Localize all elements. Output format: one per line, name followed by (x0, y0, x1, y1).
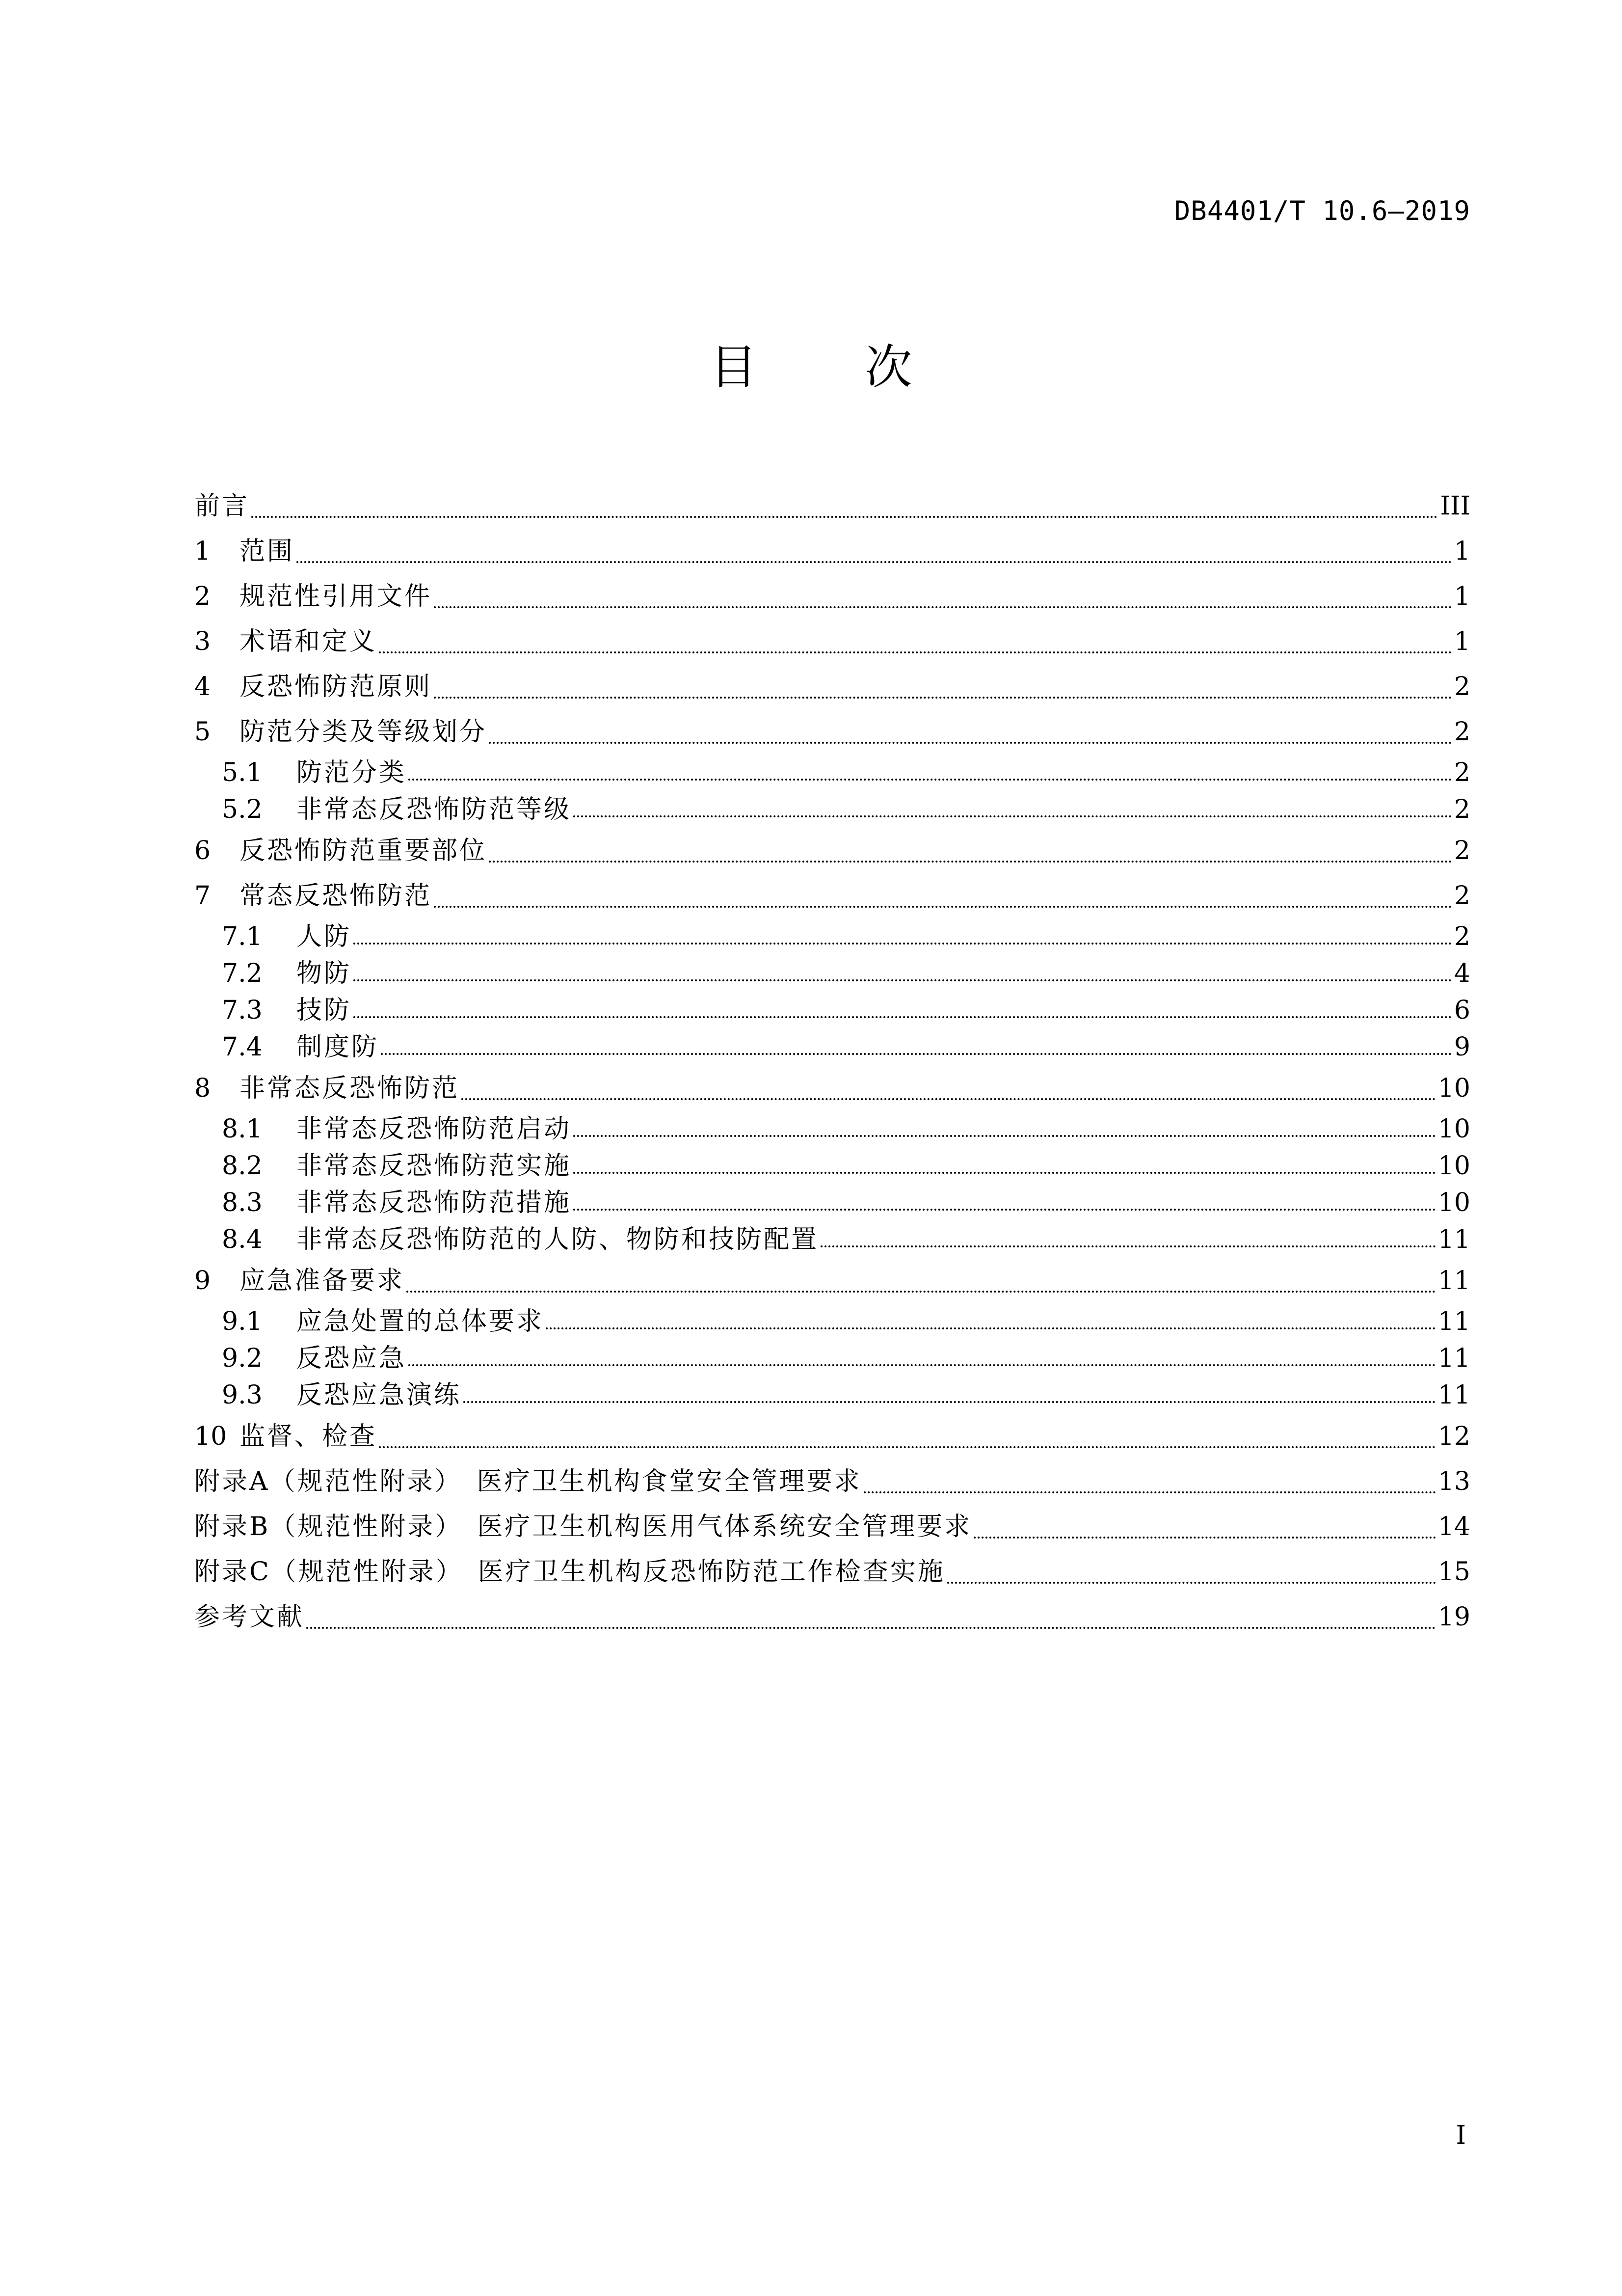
toc-dot-leader (489, 742, 1452, 744)
toc-entry-page: 1 (1454, 537, 1470, 566)
toc-dot-leader (463, 1401, 1436, 1403)
toc-entry-number: 1 (194, 537, 211, 566)
toc-dot-leader (406, 1291, 1436, 1293)
toc-entry-label: 防范分类及等级划分 (239, 717, 487, 747)
toc-entry-page: 19 (1437, 1602, 1470, 1632)
toc-entry-label: 常态反恐怖防范 (239, 881, 432, 911)
toc-dot-leader (821, 1245, 1436, 1247)
toc-entry-label: 非常态反恐怖防范实施 (296, 1151, 572, 1181)
toc-entry-label: 物防 (296, 959, 352, 988)
toc-entry-number: 7 (194, 881, 211, 911)
toc-entry-number: 10 (194, 1422, 227, 1451)
toc-entry-label: 非常态反恐怖防范措施 (296, 1188, 572, 1217)
toc-entry[interactable] (194, 1549, 1470, 1594)
toc-dot-leader (296, 561, 1452, 563)
toc-dot-leader (379, 651, 1452, 653)
toc-entry[interactable] (194, 992, 1470, 1029)
toc-entry-label: 应急准备要求 (239, 1266, 405, 1296)
toc-entry-page: 10 (1437, 1151, 1470, 1181)
toc-entry-label: 人防 (296, 922, 352, 951)
toc-entry-number: 8.4 (222, 1225, 263, 1254)
toc-dot-leader (947, 1582, 1436, 1584)
toc-entry-number: 6 (194, 836, 211, 865)
toc-entry-label: 规范性引用文件 (239, 582, 432, 611)
page-title: 目次 (710, 340, 1020, 395)
toc-entry[interactable] (194, 1148, 1470, 1185)
toc-entry-number: 8 (194, 1074, 211, 1103)
toc-entry-label: 附录C（规范性附录） 医疗卫生机构反恐怖防范工作检查实施 (194, 1557, 945, 1587)
toc-entry-label: 术语和定义 (239, 627, 377, 656)
toc-dot-leader (573, 815, 1452, 817)
toc-entry[interactable] (194, 529, 1470, 574)
toc-entry[interactable] (194, 1303, 1470, 1340)
toc-entry-number: 7.2 (222, 959, 263, 988)
toc-entry[interactable] (194, 1258, 1470, 1303)
toc-entry[interactable] (194, 1029, 1470, 1066)
toc-entry-label: 应急处置的总体要求 (296, 1307, 544, 1336)
toc-entry-label: 反恐怖防范原则 (239, 672, 432, 702)
toc-entry-number: 5.2 (222, 795, 263, 824)
table-of-contents (194, 484, 1470, 1640)
toc-entry-number: 2 (194, 582, 211, 611)
toc-entry-label: 防范分类 (296, 758, 407, 787)
toc-entry-page: 13 (1437, 1467, 1470, 1496)
toc-entry-page: 11 (1437, 1344, 1470, 1373)
toc-entry[interactable] (194, 1066, 1470, 1111)
toc-entry-number: 9.2 (222, 1344, 263, 1373)
toc-dot-leader (353, 943, 1452, 945)
toc-entry-page: 12 (1437, 1422, 1470, 1451)
toc-entry[interactable] (194, 873, 1470, 918)
toc-dot-leader (306, 1627, 1436, 1629)
toc-entry[interactable] (194, 484, 1470, 529)
toc-entry-number: 8.3 (222, 1188, 263, 1217)
toc-entry-label: 非常态反恐怖防范的人防、物防和技防配置 (296, 1225, 819, 1254)
toc-entry[interactable] (194, 1340, 1470, 1377)
toc-entry-label: 参考文献 (194, 1602, 305, 1632)
toc-entry[interactable] (194, 1504, 1470, 1549)
toc-entry-label: 前言 (194, 491, 250, 521)
toc-entry[interactable] (194, 1111, 1470, 1148)
toc-entry-page: 11 (1437, 1380, 1470, 1410)
toc-entry-page: 2 (1454, 717, 1470, 747)
toc-entry-label: 非常态反恐怖防范等级 (296, 795, 572, 824)
toc-entry-page: 10 (1437, 1188, 1470, 1217)
toc-entry-label: 范围 (239, 537, 295, 566)
toc-entry[interactable] (194, 955, 1470, 992)
toc-entry[interactable] (194, 709, 1470, 755)
toc-entry-page: 2 (1454, 795, 1470, 824)
toc-dot-leader (546, 1327, 1436, 1329)
toc-entry-page: 4 (1454, 959, 1470, 988)
toc-entry-page: 6 (1454, 996, 1470, 1025)
toc-entry-page: 11 (1437, 1266, 1470, 1296)
toc-entry-page: 2 (1454, 836, 1470, 865)
toc-entry-label: 技防 (296, 996, 352, 1025)
toc-entry[interactable] (194, 574, 1470, 619)
toc-dot-leader (461, 1098, 1436, 1100)
toc-entry-number: 5.1 (222, 758, 263, 787)
toc-entry-page: 2 (1454, 922, 1470, 951)
toc-entry-number: 7.3 (222, 996, 263, 1025)
toc-entry-label: 非常态反恐怖防范启动 (296, 1114, 572, 1144)
toc-dot-leader (434, 697, 1452, 699)
toc-dot-leader (251, 516, 1438, 518)
toc-entry-page: 15 (1437, 1557, 1470, 1587)
toc-entry-label: 附录A（规范性附录） 医疗卫生机构食堂安全管理要求 (194, 1467, 862, 1496)
toc-entry-number: 9 (194, 1266, 211, 1296)
toc-dot-leader (379, 1446, 1436, 1448)
toc-dot-leader (489, 861, 1452, 863)
toc-entry-number: 7.1 (222, 922, 263, 951)
toc-dot-leader (353, 1016, 1452, 1018)
toc-entry[interactable] (194, 1459, 1470, 1504)
toc-dot-leader (974, 1537, 1436, 1539)
toc-dot-leader (434, 606, 1452, 608)
toc-entry-number: 7.4 (222, 1032, 263, 1062)
document-code: DB4401/T 10.6—2019 (1174, 195, 1470, 226)
toc-entry-page: 11 (1437, 1307, 1470, 1336)
toc-entry-label: 反恐应急演练 (296, 1380, 462, 1410)
toc-entry-number: 8.1 (222, 1114, 263, 1144)
toc-entry-page: III (1440, 491, 1470, 521)
toc-entry[interactable] (194, 828, 1470, 873)
toc-entry-page: 1 (1454, 582, 1470, 611)
toc-entry[interactable] (194, 664, 1470, 709)
toc-dot-leader (864, 1491, 1436, 1493)
toc-entry-page: 1 (1454, 627, 1470, 656)
toc-entry-page: 2 (1454, 672, 1470, 702)
toc-dot-leader (573, 1209, 1436, 1211)
toc-entry-number: 9.3 (222, 1380, 263, 1410)
toc-entry-label: 附录B（规范性附录） 医疗卫生机构医用气体系统安全管理要求 (194, 1512, 972, 1541)
toc-entry-label: 监督、检查 (239, 1422, 377, 1451)
toc-dot-leader (573, 1135, 1436, 1137)
toc-entry[interactable] (194, 619, 1470, 664)
toc-entry-page: 11 (1437, 1225, 1470, 1254)
toc-dot-leader (573, 1172, 1436, 1174)
toc-entry[interactable] (194, 1185, 1470, 1221)
toc-entry-label: 反恐怖防范重要部位 (239, 836, 487, 865)
toc-dot-leader (408, 1364, 1436, 1366)
toc-entry[interactable] (194, 1594, 1470, 1640)
toc-entry-label: 反恐应急 (296, 1344, 407, 1373)
toc-entry-label: 制度防 (296, 1032, 379, 1062)
toc-entry-number: 5 (194, 717, 211, 747)
toc-entry[interactable] (194, 918, 1470, 955)
toc-entry-number: 4 (194, 672, 211, 702)
toc-entry[interactable] (194, 1414, 1470, 1459)
toc-entry-page: 2 (1454, 758, 1470, 787)
toc-entry[interactable] (194, 755, 1470, 791)
toc-entry-page: 2 (1454, 881, 1470, 911)
page-number: I (1456, 2121, 1466, 2150)
toc-dot-leader (408, 779, 1452, 781)
toc-entry[interactable] (194, 1377, 1470, 1414)
toc-entry-page: 10 (1437, 1074, 1470, 1103)
toc-dot-leader (353, 979, 1452, 981)
toc-entry-number: 3 (194, 627, 211, 656)
toc-entry-page: 10 (1437, 1114, 1470, 1144)
toc-entry-number: 8.2 (222, 1151, 263, 1181)
toc-entry-page: 9 (1454, 1032, 1470, 1062)
toc-entry-label: 非常态反恐怖防范 (239, 1074, 460, 1103)
toc-dot-leader (434, 906, 1452, 908)
toc-dot-leader (381, 1053, 1452, 1055)
toc-entry[interactable] (194, 1221, 1470, 1258)
toc-entry[interactable] (194, 791, 1470, 828)
toc-entry-number: 9.1 (222, 1307, 263, 1336)
toc-entry-page: 14 (1437, 1512, 1470, 1541)
